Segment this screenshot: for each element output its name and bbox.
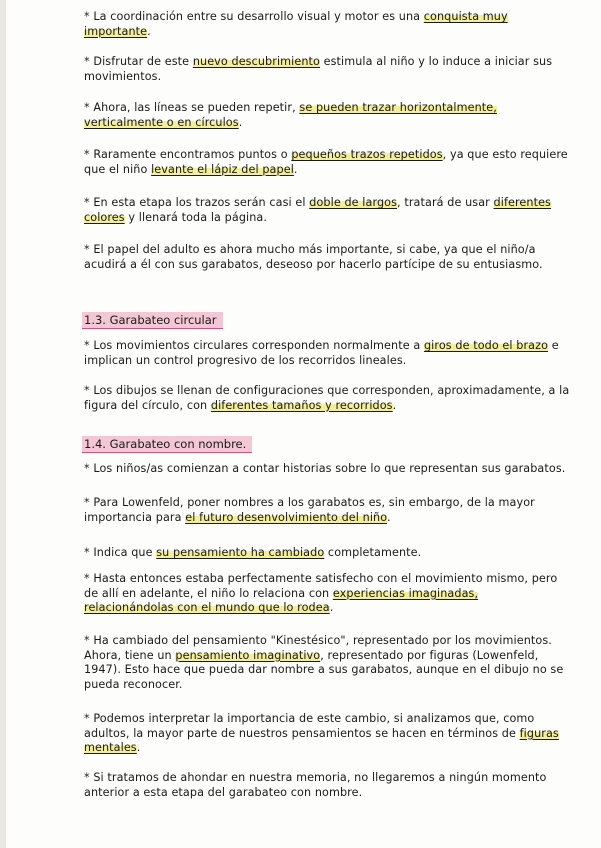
paragraph-1 — [84, 10, 570, 39]
highlighted-text: giros de todo el brazo — [423, 339, 549, 352]
paragraph-5 — [84, 196, 570, 225]
paragraph-text: * Indica que — [84, 546, 157, 559]
paragraph-text: * Los dibujos se llenan de configuraciones que corresponden, aproximadamente, a la figura del círculo, con — [84, 384, 570, 412]
paragraph-text: * Los niños/as comienzan a contar historias sobre lo que representan sus garabatos. — [84, 462, 566, 475]
paragraph-text: , representado por figuras (Lowenfeld, 1947). Esto hace que pueda dar nombre a sus garabatos, aunque en el dibujo no se pueda reconocer. — [84, 648, 564, 691]
highlighted-text: el futuro desenvolvimiento del niño — [185, 510, 387, 524]
paragraph-text: * Ha cambiado del pensamiento "Kinestésico", representado por los movimientos. Ahora, tiene un — [84, 634, 552, 662]
paragraph-6 — [84, 243, 570, 272]
section-heading-1-4: 1.4. Garabateo con nombre. — [82, 436, 252, 453]
paragraph-text: * Disfrutar de este — [84, 55, 193, 68]
paragraph-text: y llenará toda la página. — [124, 210, 268, 224]
paragraph-14 — [84, 712, 570, 756]
paragraph-11 — [84, 546, 570, 561]
paragraph-9 — [84, 462, 570, 477]
highlighted-text: levante el lápiz del papel — [151, 162, 294, 176]
paragraph-12 — [84, 572, 570, 616]
paragraph-10 — [84, 496, 570, 525]
paragraph-text: , ya que esto requiere que el niño — [84, 148, 568, 176]
paragraph-3 — [84, 101, 570, 130]
highlighted-text: doble de largos — [309, 196, 398, 209]
paragraph-text: . — [136, 741, 141, 754]
paragraph-text: * Los movimientos circulares corresponden normalmente a — [84, 339, 424, 352]
paragraph-text: , tratará de usar — [397, 196, 494, 209]
paragraph-text: * Podemos interpretar la importancia de este cambio, si analizamos que, como adultos, la mayor parte de nuestros pensamientos se hacen en términos de — [84, 712, 535, 740]
paragraph-13 — [84, 634, 570, 692]
paragraph-text: . — [238, 115, 243, 129]
paragraph-text: * Si tratamos de ahondar en nuestra memoria, no llegaremos a ningún momento anterior a esta etapa del garabateo con nombre. — [84, 771, 547, 799]
highlighted-text: diferentes tamaños y recorridos — [210, 398, 393, 412]
paragraph-text: * El papel del adulto es ahora mucho más importante, si cabe, ya que el niño/a acudirá a él con sus garabatos, deseoso por hacerlo partícipe de su entusiasmo. — [84, 243, 543, 271]
highlighted-text: figuras mentales — [84, 726, 559, 754]
paragraph-text: . — [293, 162, 298, 176]
highlighted-text: se pueden trazar horizontalmente, verticalmente o en círculos — [84, 101, 497, 129]
paragraph-2 — [84, 55, 570, 84]
paragraph-text: . — [392, 398, 397, 412]
highlighted-text: su pensamiento ha cambiado — [156, 546, 325, 559]
highlighted-text: pequeños trazos repetidos — [291, 148, 443, 161]
paragraph-text: . — [329, 601, 334, 614]
paragraph-text: estimula al niño y lo induce a iniciar sus movimientos. — [84, 55, 553, 83]
paragraph-text: completamente. — [324, 546, 422, 559]
page-edge — [0, 0, 6, 848]
paragraph-text: . — [386, 510, 391, 524]
paragraph-text: * Ahora, las líneas se pueden repetir, — [84, 101, 300, 114]
paragraph-15 — [84, 771, 570, 800]
highlighted-text: nuevo descubrimiento — [192, 55, 320, 68]
highlighted-text: conquista muy importante — [84, 10, 508, 38]
paragraph-text: e implican un control progresivo de los recorridos lineales. — [84, 339, 559, 367]
paragraph-text: * La coordinación entre su desarrollo visual y motor es una — [84, 10, 424, 23]
highlighted-text: diferentes colores — [84, 196, 551, 224]
section-heading-1-3: 1.3. Garabateo circular — [82, 312, 223, 329]
highlighted-text: experiencias imaginadas, relacionándolas con el mundo que lo rodea — [84, 586, 479, 614]
paragraph-text: * Raramente encontramos puntos o — [84, 148, 292, 161]
paragraph-text: * Hasta entonces estaba perfectamente satisfecho con el movimiento mismo, pero de allí en adelante, el niño lo relaciona con — [84, 572, 558, 600]
paragraph-text: * En esta etapa los trazos serán casi el — [84, 196, 310, 209]
paragraph-4 — [84, 148, 570, 177]
paragraph-text: * Para Lowenfeld, poner nombres a los garabatos es, sin embargo, de la mayor importancia para — [84, 496, 535, 524]
paragraph-text: . — [147, 24, 151, 38]
paragraph-8 — [84, 384, 570, 413]
paragraph-7 — [84, 339, 570, 368]
highlighted-text: pensamiento imaginativo — [175, 648, 321, 662]
